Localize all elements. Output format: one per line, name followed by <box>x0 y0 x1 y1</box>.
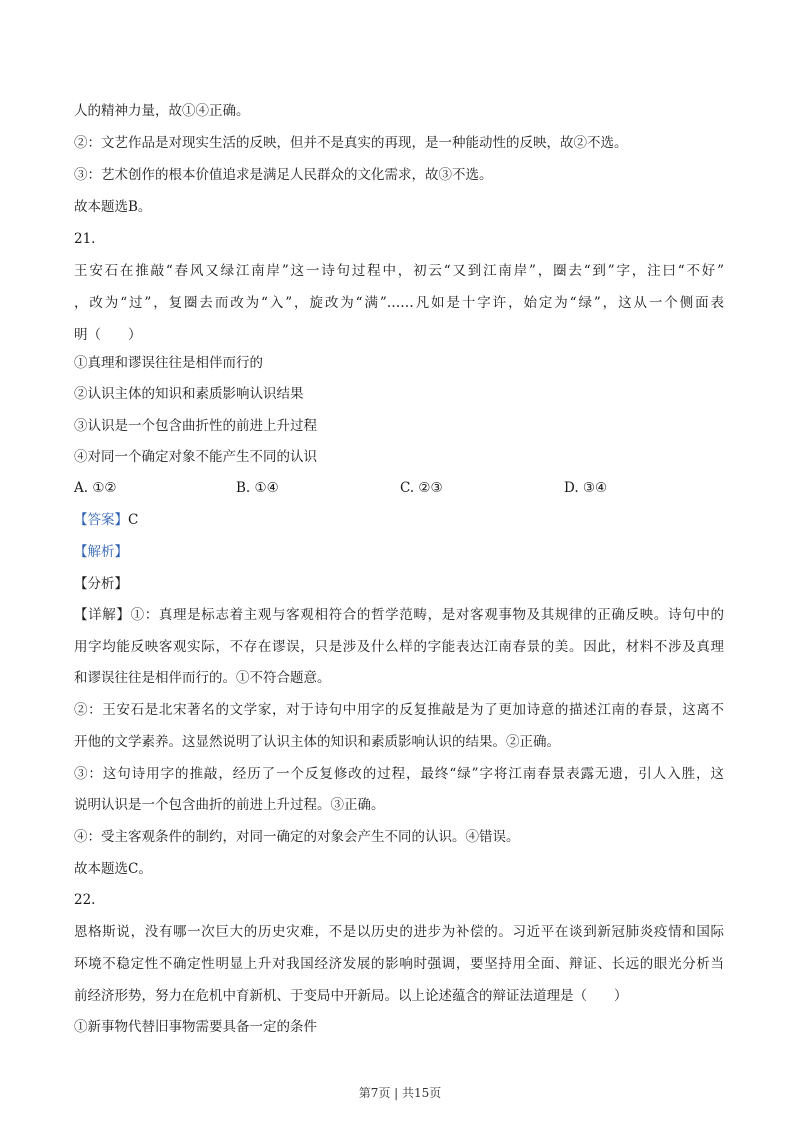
paragraph-line: 人的精神力量，故①④正确。 <box>74 103 250 119</box>
detail-line: ④：受主客观条件的制约，对同一确定的对象会产生不同的认识。④错误。 <box>74 829 520 845</box>
paragraph-line: 故本题选B。 <box>74 199 152 215</box>
fenxi-line <box>74 574 724 594</box>
question-21-item: ④对同一个确定对象不能产生不同的认识 <box>74 449 317 465</box>
option-c: C. ②③ <box>400 480 443 496</box>
detail-line: 说明认识是一个包含曲折的前进上升过程。③正确。 <box>74 797 385 813</box>
detail-line: 故本题选C。 <box>74 861 152 877</box>
question-number-21: 21. <box>74 231 96 247</box>
question-21-stem: ，改为“过”，复圈去而改为“入”，旋改为“满”……凡如是十字许，始定为“绿”，这从一个侧面表 <box>74 295 724 311</box>
question-22-item: ①新事物代替旧事物需要具备一定的条件 <box>74 1019 317 1035</box>
question-21-item: ②认识主体的知识和素质影响认识结果 <box>74 386 304 402</box>
option-d: D. ③④ <box>564 480 608 496</box>
question-21-options <box>74 478 724 498</box>
option-b: B. ①④ <box>236 480 279 496</box>
detail-line: ③：这句诗用字的推敲，经历了一个反复修改的过程，最终“绿”字将江南春景表露无遗，引人入胜，这 <box>74 766 724 782</box>
question-22-stem: 环境不稳定性不确定性明显上升对我国经济发展的影响时强调，要坚持用全面、辩证、长远的眼光分析当 <box>74 956 724 972</box>
paragraph-line: ③：艺术创作的根本价值追求是满足人民群众的文化需求，故③不选。 <box>74 167 493 183</box>
xiangjie-tag: 【详解】 <box>74 607 131 623</box>
detail-line: 用字均能反映客观实际，不存在谬误，只是涉及什么样的字能表达江南春景的美。因此，材料不涉及真理 <box>74 639 724 655</box>
detail-line: ②：王安石是北宋著名的文学家，对于诗句中用字的反复推敲是为了更加诗意的描述江南的春景，这离不 <box>74 702 724 718</box>
detail-text: ①：真理是标志着主观与客观相符合的哲学范畴，是对客观事物及其规律的正确反映。诗句中的 <box>130 607 724 623</box>
jiexi-line <box>74 542 724 562</box>
detail-line: 和谬误往往是相伴而行的。①不符合题意。 <box>74 670 331 686</box>
question-number-22: 22. <box>74 892 96 908</box>
question-21-item: ③认识是一个包含曲折性的前进上升过程 <box>74 418 317 434</box>
question-21-stem: 明（ ） <box>74 327 142 343</box>
question-21-stem: 王安石在推敲“春风又绿江南岸”这一诗句过程中，初云“又到江南岸”，圈去“到”字，注曰“不好” <box>74 263 724 279</box>
question-21-item: ①真理和谬误往往是相伴而行的 <box>74 355 263 371</box>
paragraph-line: ②：文艺作品是对现实生活的反映，但并不是真实的再现，是一种能动性的反映，故②不选。 <box>74 135 628 151</box>
question-22-stem: 前经济形势，努力在危机中育新机、于变局中开新局。以上论述蕴含的辩证法道理是（ ） <box>74 988 628 1004</box>
page-footer: 第7页 | 共15页 <box>358 1086 442 1100</box>
option-a: A. ①② <box>74 480 117 496</box>
fenxi-tag: 【分析】 <box>74 576 128 592</box>
jiexi-tag: 【解析】 <box>74 544 128 560</box>
answer-value: C <box>128 512 139 528</box>
question-22-stem: 恩格斯说，没有哪一次巨大的历史灾难，不是以历史的进步为补偿的。习近平在谈到新冠肺炎疫情和国际 <box>74 924 724 940</box>
answer-tag: 【答案】 <box>74 512 128 528</box>
detail-line: 开他的文学素养。这显然说明了认识主体的知识和素质影响认识的结果。②正确。 <box>74 734 560 750</box>
detail-line <box>74 605 724 625</box>
answer-line <box>74 510 724 530</box>
